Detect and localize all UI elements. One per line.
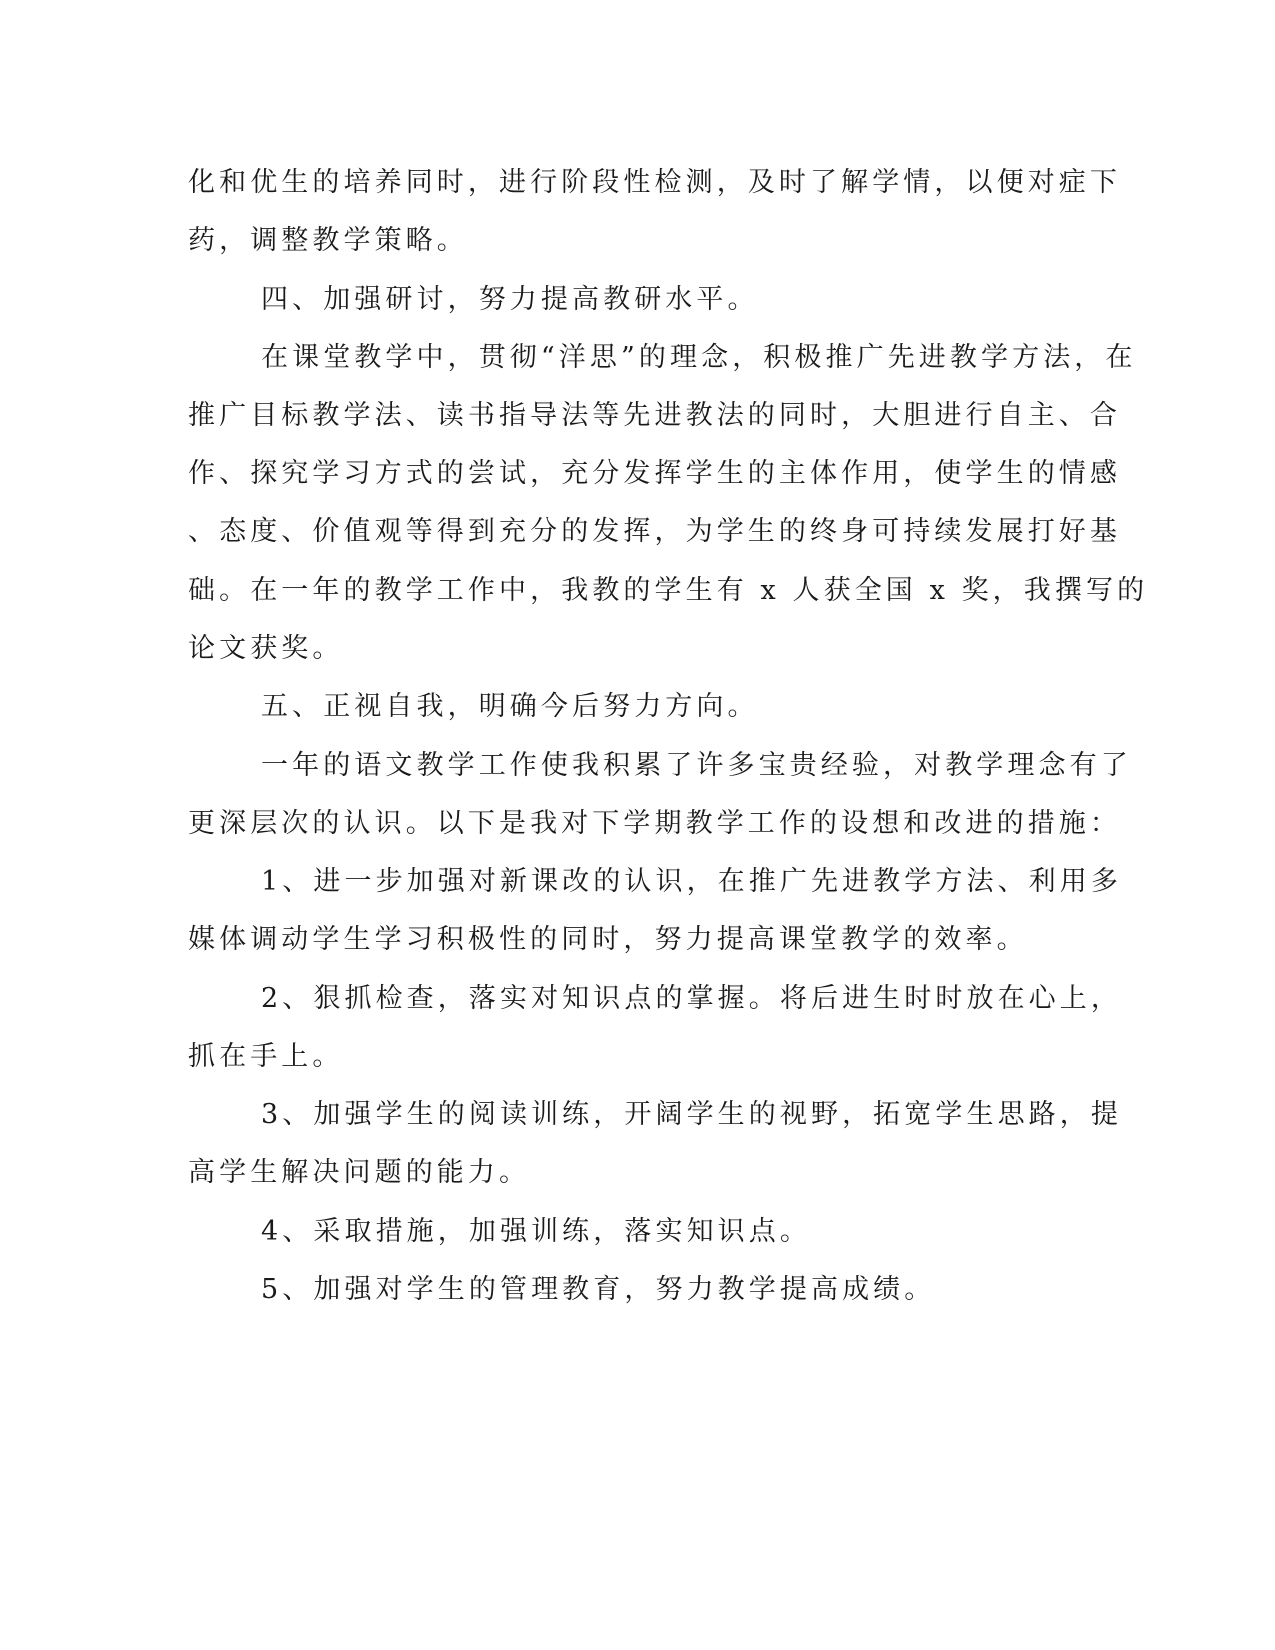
text-line: 更深层次的认识。以下是我对下学期教学工作的设想和改进的措施： — [188, 808, 1121, 839]
text-line: 化和优生的培养同时，进行阶段性检测，及时了解学情，以便对症下 — [188, 167, 1121, 198]
section-heading: 四、加强研讨，努力提高教研水平。 — [261, 284, 759, 315]
text-line: 础。在一年的教学工作中，我教的学生有 x 人获全国 x 奖，我撰写的 — [188, 575, 1149, 606]
text-line: 高学生解决问题的能力。 — [188, 1157, 531, 1188]
text-line: 推广目标教学法、读书指导法等先进教法的同时，大胆进行自主、合 — [188, 400, 1121, 431]
list-item-3: 3、加强学生的阅读训练，开阔学生的视野，拓宽学生思路，提 — [261, 1099, 1122, 1130]
list-item-2: 2、狠抓检查，落实对知识点的掌握。将后进生时时放在心上， — [261, 983, 1122, 1014]
list-item-1: 1、进一步加强对新课改的认识，在推广先进教学方法、利用多 — [261, 866, 1122, 897]
section-heading: 五、正视自我，明确今后努力方向。 — [261, 691, 759, 722]
list-item-4: 4、采取措施，加强训练，落实知识点。 — [261, 1216, 811, 1247]
text-line: 媒体调动学生学习积极性的同时，努力提高课堂教学的效率。 — [188, 924, 1028, 955]
paragraph-start: 一年的语文教学工作使我积累了许多宝贵经验，对教学理念有了 — [261, 750, 1132, 781]
text-line: 论文获奖。 — [188, 633, 344, 664]
text-line: 抓在手上。 — [188, 1041, 344, 1072]
text-line: 、态度、价值观等得到充分的发挥，为学生的终身可持续发展打好基 — [188, 516, 1121, 547]
text-line: 作、探究学习方式的尝试，充分发挥学生的主体作用，使学生的情感 — [188, 458, 1121, 489]
text-line: 药，调整教学策略。 — [188, 225, 468, 256]
paragraph-start: 在课堂教学中，贯彻“洋思”的理念，积极推广先进教学方法，在 — [261, 342, 1137, 373]
list-item-5: 5、加强对学生的管理教育，努力教学提高成绩。 — [261, 1274, 936, 1305]
